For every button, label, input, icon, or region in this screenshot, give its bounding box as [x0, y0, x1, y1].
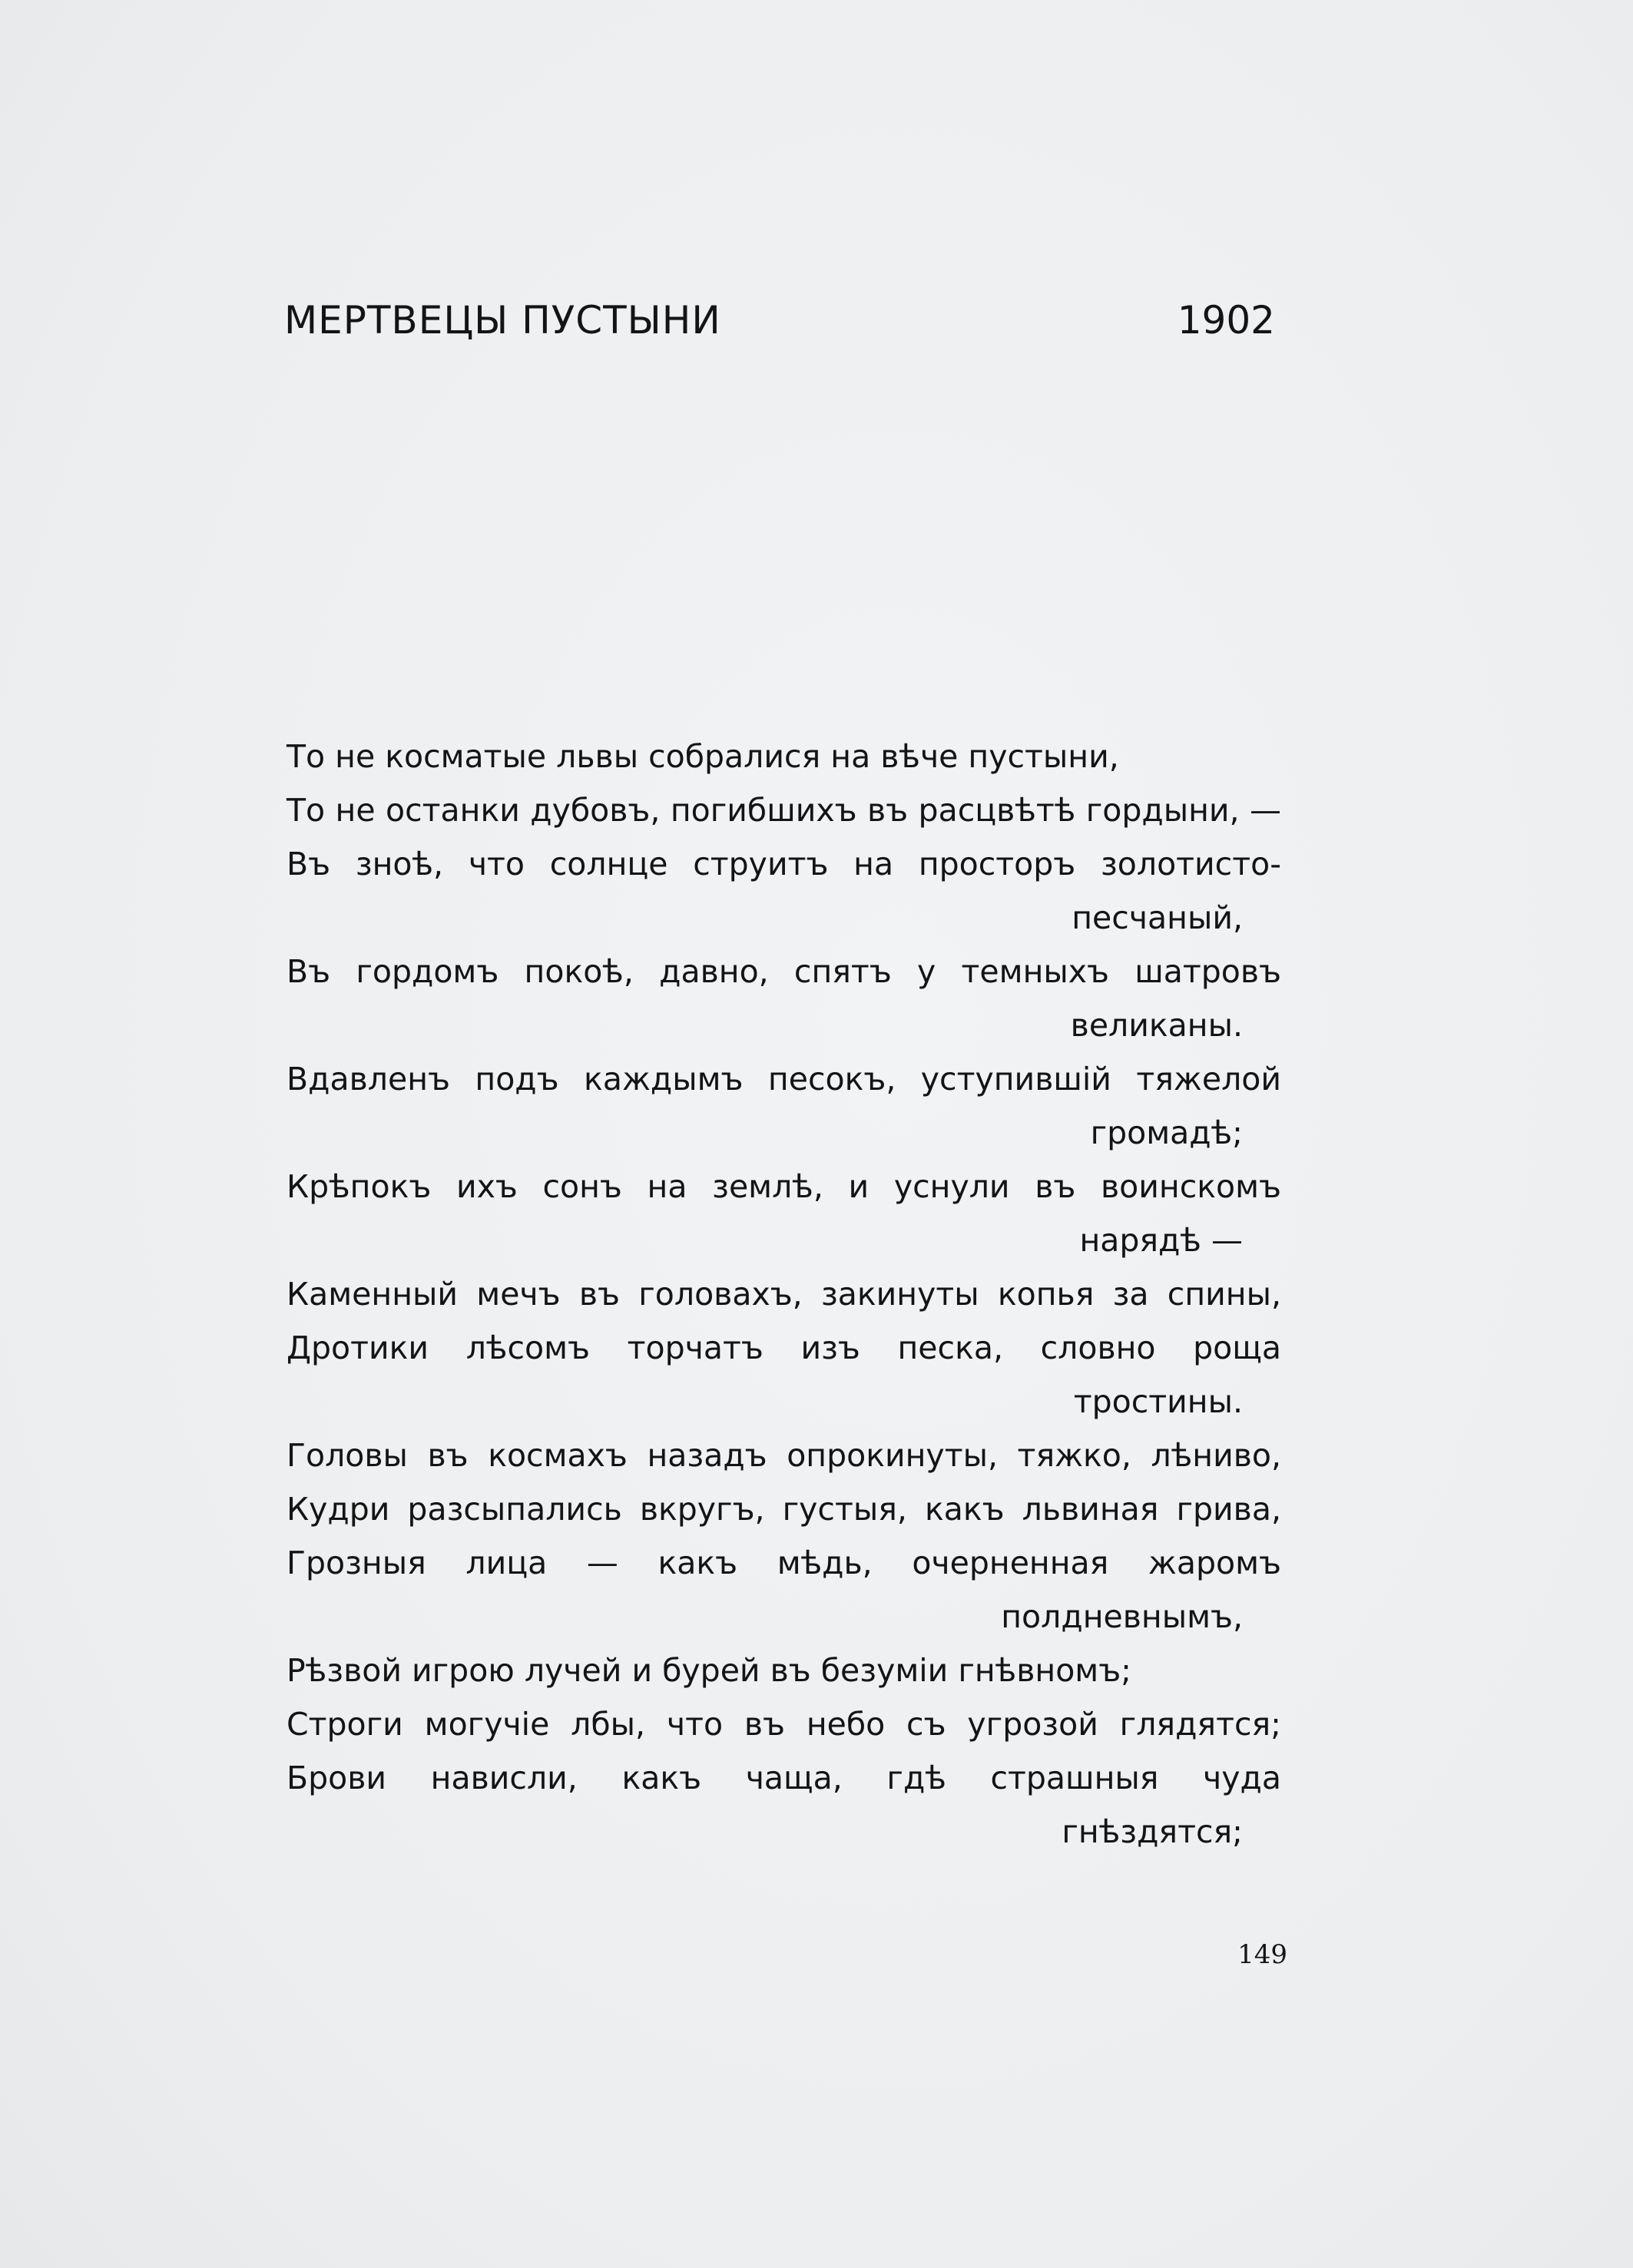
poem-line: Каменный мечъ въ головахъ, закинуты копья за спины, [287, 1276, 1281, 1313]
poem-line: Рѣзвой игрою лучей и бурей въ безуміи гнѣвномъ; [287, 1652, 1131, 1689]
poem-line: Грозныя лица — какъ мѣдь, очерненная жаромъ [287, 1545, 1281, 1581]
page-header [284, 298, 1275, 352]
poem-line: Дротики лѣсомъ торчатъ изъ песка, словно роща [287, 1329, 1281, 1366]
poem-line: Кудри разсыпались вкругъ, густыя, какъ львиная грива, [287, 1491, 1281, 1528]
poem-line-continuation: гнѣздятся; [1062, 1813, 1243, 1850]
page-number: 149 [1237, 1939, 1287, 1970]
poem-line: Строги могучіе лбы, что въ небо съ угрозой глядятся; [287, 1706, 1281, 1743]
poem-line: Въ гордомъ покоѣ, давно, спятъ у темныхъ шатровъ [287, 953, 1281, 990]
poem-line-continuation: песчаный, [1072, 899, 1243, 936]
poem-line: Крѣпокъ ихъ сонъ на землѣ, и уснули въ воинскомъ [287, 1168, 1281, 1205]
poem-line: Головы въ космахъ назадъ опрокинуты, тяжко, лѣниво, [287, 1437, 1281, 1474]
poem-line-continuation: громадѣ; [1090, 1114, 1243, 1151]
poem-line: Вдавленъ подъ каждымъ песокъ, уступившій тяжелой [287, 1061, 1281, 1098]
poem-line-continuation: полдневнымъ, [1001, 1598, 1243, 1635]
poem-line: Брови нависли, какъ чаща, гдѣ страшныя чуда [287, 1760, 1281, 1796]
poem-year: 1902 [1177, 298, 1275, 343]
poem-line: То не останки дубовъ, погибшихъ въ расцвѣтѣ гордыни, — [287, 792, 1281, 829]
poem-line-continuation: великаны. [1070, 1007, 1243, 1044]
poem-line-continuation: тростины. [1073, 1383, 1243, 1420]
poem-line-continuation: нарядѣ — [1079, 1222, 1243, 1259]
poem-line: Въ зноѣ, что солнце струитъ на просторъ золотисто- [287, 846, 1281, 882]
poem-title: МЕРТВЕЦЫ ПУСТЫНИ [284, 298, 721, 343]
poem-line: То не косматые львы собралися на вѣче пустыни, [287, 738, 1119, 775]
poem-body [287, 737, 1281, 1866]
